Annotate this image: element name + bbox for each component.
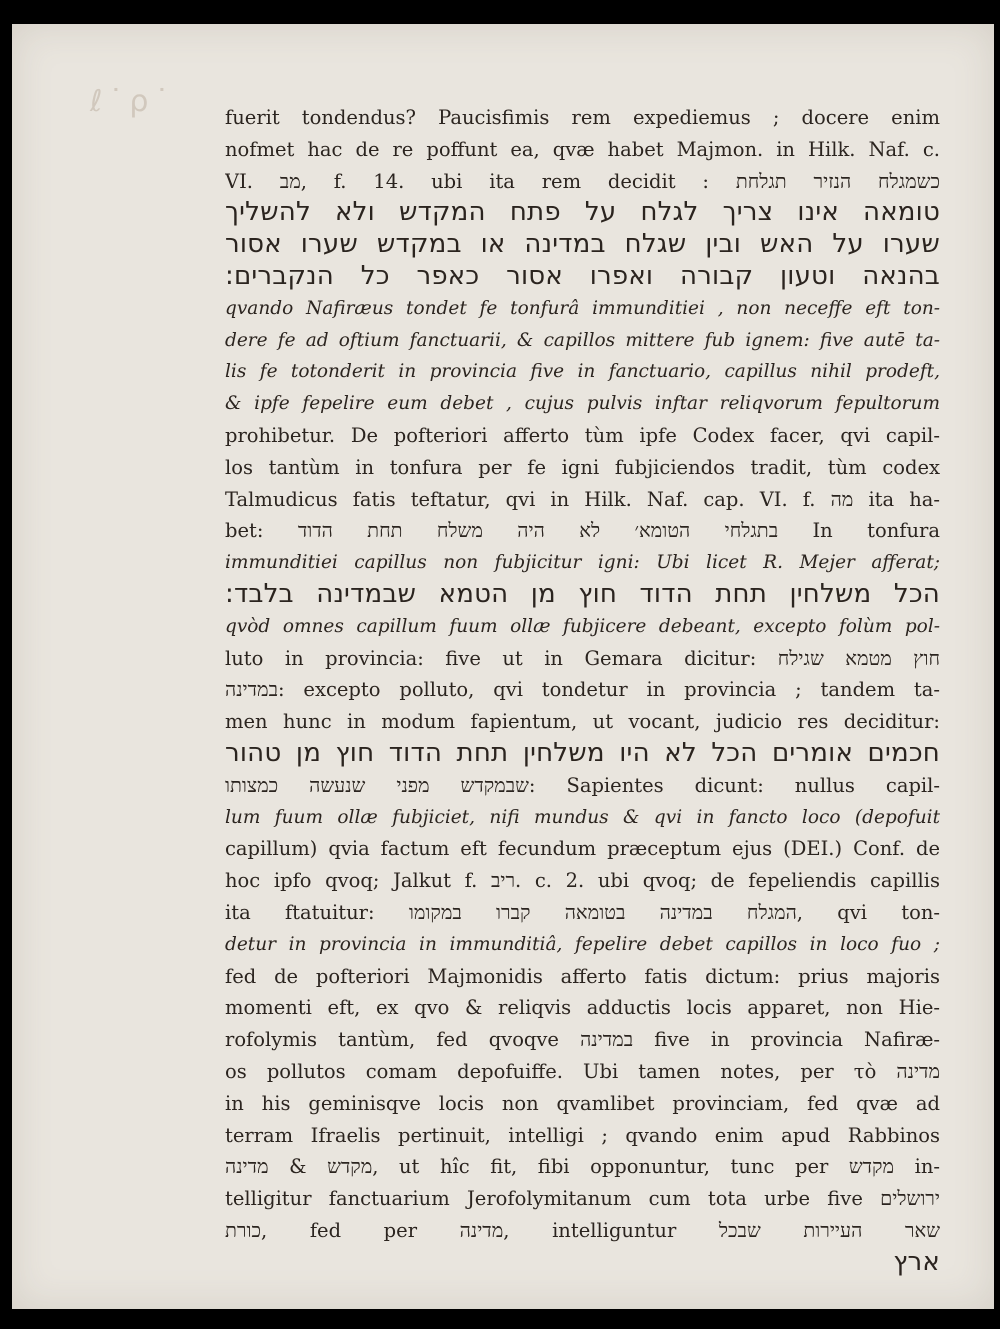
text-line: במדינה: excepto polluto, qvi tondetur in provincia ; tandem ta- xyxy=(225,678,940,702)
text-line: הכל משלחין תחת הדוד חוץ מן הטמא שבמדינה בלבד: xyxy=(225,578,940,609)
text-line: טומאה אינו צריך לגלח על פתח המקדש ולא להשליך xyxy=(225,197,940,228)
text-line: luto in provincia: five ut in Gemara dicitur: חוץ מטמא שגילח xyxy=(225,646,940,670)
text-line: lis fe totonderit in provincia five in fanctuario, capillus nihil prodeft, xyxy=(225,361,940,383)
text-line: immunditiei capillus non fubjicitur igni: Ubi licet R. Mejer afferat; xyxy=(225,552,940,574)
text-line: ita ftatuitur: המגלח במדינה בטומאה קברו במקומו, qvi ton- xyxy=(225,900,940,924)
text-line: rofolymis tantùm, fed qvoqve במדינה five in provincia Nafiræ- xyxy=(225,1028,940,1052)
text-line: dere fe ad oftium fanctuarii, & capillos mittere fub ignem: five autē ta- xyxy=(225,329,940,351)
text-line: Talmudicus fatis teftatur, qvi in Hilk. Naf. cap. VI. f. מה ita ha- xyxy=(225,487,940,511)
text-line: terram Ifraelis pertinuit, intelligi ; qvando enim apud Rabbinos xyxy=(225,1123,940,1147)
text-line: nofmet hac de re poffunt ea, qvæ habet Majmon. in Hilk. Naf. c. xyxy=(225,137,940,161)
text-line: capillum) qvia factum eft fecundum præceptum ejus (DEI.) Conf. de xyxy=(225,837,940,861)
text-line: בהנאה וטעון קבורה ואפרו אסור כאפר כל הנקברים: xyxy=(225,260,940,291)
text-line: men hunc in modum fapientum, ut vocant, judicio res deciditur: xyxy=(225,710,940,734)
page-number-mark: ℓ˙ρ˙ xyxy=(90,84,176,119)
text-line: שערו על האש ובין שגלח במדינה או במקדש שערו אסור xyxy=(225,229,940,260)
text-line: hoc ipfo qvoq; Jalkut f. ריב. c. 2. ubi qvoq; de fepeliendis capillis xyxy=(225,869,940,893)
text-line: lum fuum ollæ fubjiciet, nifi mundus & qvi in fancto loco (depofuit xyxy=(225,806,940,828)
text-line: los tantùm in tonfura per fe igni fubjiciendos tradit, tùm codex xyxy=(225,455,940,479)
text-line: telligitur fanctuarium Jerofolymitanum cum tota urbe five ירושלים xyxy=(225,1187,940,1211)
text-line: in his geminisqve locis non qvamlibet provinciam, fed qvæ ad xyxy=(225,1091,940,1115)
text-line: שבמקדש מפני שנעשה כמצותו: Sapientes dicunt: nullus capil- xyxy=(225,773,940,797)
text-line: & ipfe fepelire eum debet , cujus pulvis inftar reliqvorum fepultorum xyxy=(225,393,940,415)
text-line: bet: בתגלחי הטומא׳ לא היה משלח תחת הדוד In tonfura xyxy=(225,519,940,543)
text-line: fed de pofteriori Majmonidis afferto fatis dictum: prius majoris xyxy=(225,964,940,988)
text-line: momenti eft, ex qvo & reliqvis adductis locis apparet, non Hie- xyxy=(225,996,940,1020)
text-block xyxy=(225,102,940,1278)
text-line: כורת, fed per מדינה, intelliguntur שאר העיירות שבכל xyxy=(225,1218,940,1242)
text-line: VI. מב, f. 14. ubi ita rem decidit : כשמגלח הנזיר תגלחת xyxy=(225,169,940,193)
book-page xyxy=(12,24,994,1309)
text-line: prohibetur. De pofteriori afferto tùm ipfe Codex facer, qvi capil- xyxy=(225,423,940,447)
text-line: detur in provincia in immunditiâ, fepelire debet capillos in loco fuo ; xyxy=(225,933,940,955)
text-line: חכמים אומרים הכל לא היו משלחין תחת הדוד חוץ מן טהור xyxy=(225,737,940,768)
text-line: מקדש & מדינה, ut hîc fit, fibi opponuntur, tunc per מקדש in- xyxy=(225,1155,940,1179)
text-line: ארץ xyxy=(893,1246,940,1277)
text-line: os pollutos comam depofuiffe. Ubi tamen notes, per τὸ מדינה xyxy=(225,1059,940,1083)
text-line: qvando Nafiræus tondet fe tonfurâ immunditiei , non neceffe eft ton- xyxy=(225,297,940,319)
text-line: qvòd omnes capillum fuum ollæ fubjicere debeant, excepto folùm pol- xyxy=(225,615,940,637)
text-line: fuerit tondendus? Paucisfimis rem expediemus ; docere enim xyxy=(225,106,940,129)
